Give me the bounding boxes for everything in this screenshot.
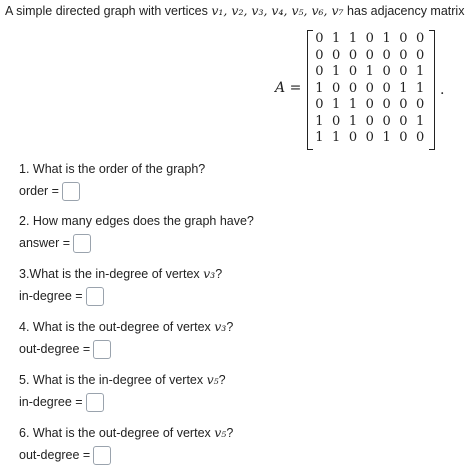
matrix-cell: 0 [365,97,374,112]
matrix-cell: 0 [365,130,374,145]
question-text: 1. What is the order of the graph? [19,162,206,176]
matrix-cell: 0 [399,97,408,112]
question-text: 6. What is the out-degree of vertex v₅? [19,425,234,440]
answer-label: order = [19,184,59,198]
matrix-cell: 1 [348,113,358,129]
matrix-cell: 1 [399,80,408,96]
matrix-label [275,80,301,96]
in-degree-v5-input[interactable] [86,393,104,412]
matrix-cell: 0 [382,80,391,96]
intro-suffix: has adjacency matrix [347,4,465,18]
answer-row [19,391,226,413]
matrix-cell: 0 [348,130,358,145]
matrix-cell: 1 [332,97,341,112]
matrix-cell: 0 [365,31,374,46]
matrix-right-bracket [429,30,435,150]
matrix-cell: 1 [382,31,391,46]
matrix-cell: 0 [348,80,358,96]
question-5 [19,371,226,413]
matrix-cell: 0 [348,64,358,79]
answer-row [19,338,233,360]
matrix-cell: 0 [315,97,324,112]
matrix-cell: 0 [315,64,324,79]
matrix-cell: 1 [315,113,324,129]
matrix-cell: 0 [399,64,408,79]
edges-input[interactable] [73,234,91,253]
matrix-cell: 1 [315,80,324,96]
matrix-cell: 1 [348,31,358,46]
out-degree-v5-input[interactable] [93,446,111,465]
answer-label: out-degree = [19,448,91,462]
matrix-cell: 0 [416,130,425,145]
matrix-cell: 0 [315,31,324,46]
order-input[interactable] [62,182,80,201]
matrix-cell: 0 [332,113,341,129]
matrix-row [311,48,429,65]
matrix-cell: 1 [332,64,341,79]
matrix-cell: 1 [348,97,358,112]
matrix-cell: 1 [332,130,341,145]
answer-label: in-degree = [19,395,83,409]
matrix-cell: 1 [365,64,374,79]
matrix-row [311,31,429,48]
matrix-cell: 0 [382,64,391,79]
matrix-cell: 0 [382,47,391,63]
answer-label: answer = [19,236,71,250]
matrix-cell: 0 [399,113,408,129]
question-text: 5. What is the in-degree of vertex v₅? [19,372,226,387]
matrix-cell: 0 [332,47,341,63]
matrix-cell: 0 [348,47,358,63]
question-1 [19,160,205,202]
matrix-row [311,81,429,98]
in-degree-v3-input[interactable] [86,287,104,306]
answer-row [19,180,205,202]
matrix-cell: 1 [315,130,324,145]
question-6 [19,424,233,466]
matrix-cell: 0 [332,80,341,96]
answer-label: out-degree = [19,342,91,356]
matrix-cell: 0 [382,113,391,129]
vertex-list: v₁, v₂, v₃, v₄, v₅, v₆, v₇ [211,3,344,18]
matrix-cell: 0 [315,47,324,63]
matrix-cell: 1 [382,130,391,145]
matrix-cell: 0 [416,31,425,46]
matrix-row [311,114,429,131]
matrix-cell: 0 [365,47,374,63]
matrix-period: . [440,82,445,98]
matrix-cell: 0 [399,130,408,145]
question-text: 4. What is the out-degree of vertex v₃? [19,319,234,334]
answer-row [19,444,233,466]
question-text: 3.What is the in-degree of vertex v₃? [19,266,223,281]
out-degree-v3-input[interactable] [93,340,111,359]
question-2 [19,212,254,254]
intro-text: A simple directed graph with vertices [5,4,208,18]
matrix-cell: 1 [416,80,425,96]
matrix-cell: 0 [416,47,425,63]
answer-row [19,285,222,307]
matrix-row [311,97,429,114]
answer-label: in-degree = [19,289,83,303]
matrix-equals: = [289,80,302,96]
matrix-name: A [275,80,286,96]
matrix-cell: 1 [416,64,425,79]
matrix-row [311,130,429,147]
answer-row [19,232,254,254]
matrix-grid [311,31,429,147]
problem-statement [5,3,464,18]
question-4 [19,318,233,360]
matrix-cell: 0 [399,47,408,63]
matrix-cell: 0 [382,97,391,112]
matrix-cell: 0 [365,80,374,96]
matrix-cell: 0 [416,97,425,112]
question-text: 2. How many edges does the graph have? [19,214,254,228]
matrix-cell: 0 [399,31,408,46]
question-3 [19,265,222,307]
matrix-row [311,64,429,81]
matrix-cell: 1 [416,113,425,129]
matrix-cell: 1 [332,31,341,46]
matrix-cell: 0 [365,113,374,129]
